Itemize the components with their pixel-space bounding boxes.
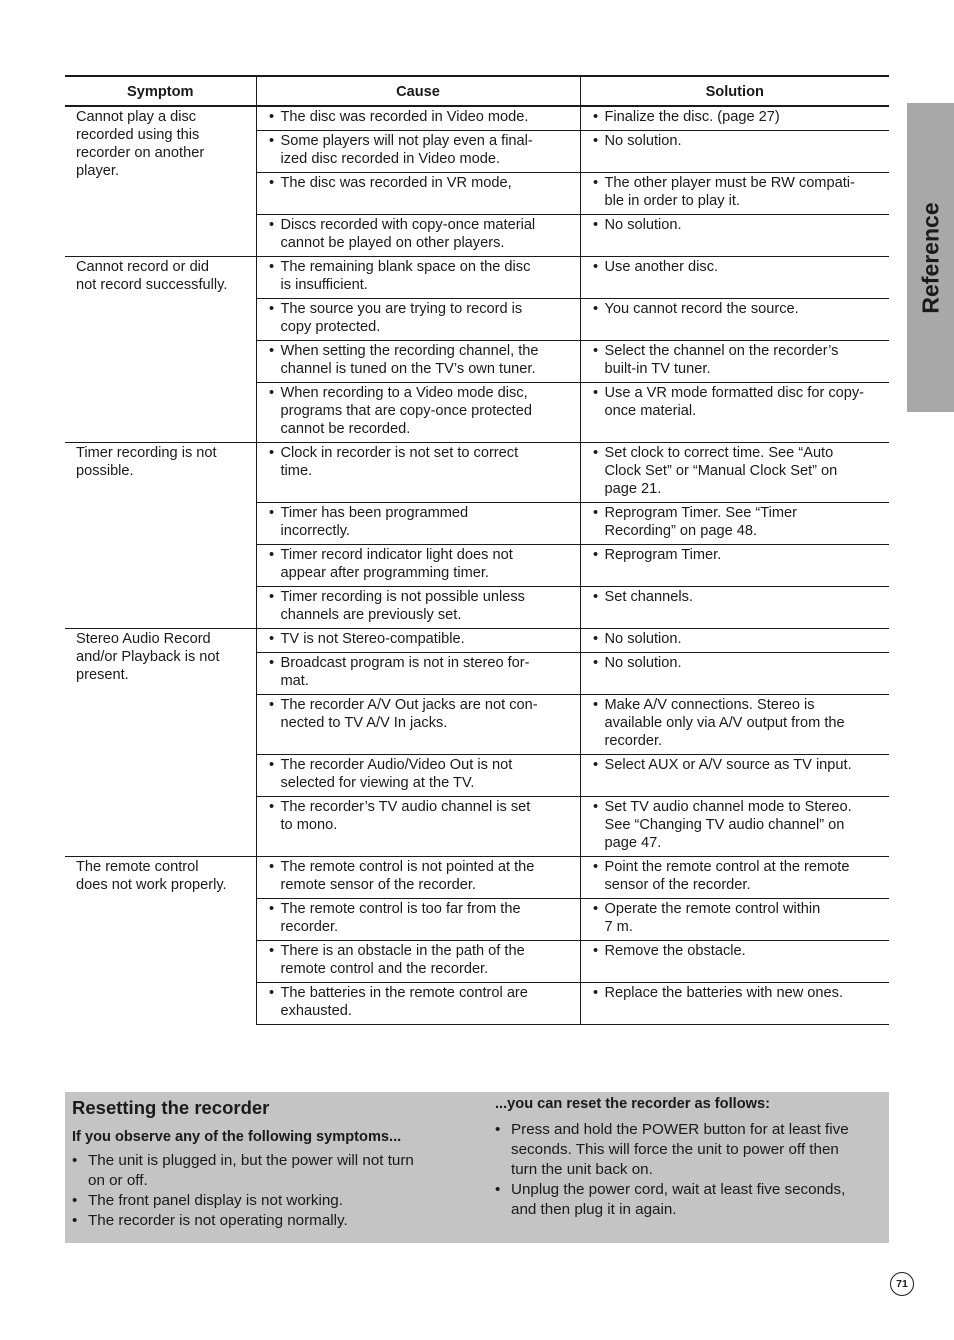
header-cause: Cause xyxy=(256,76,580,106)
symptom-cell xyxy=(65,106,256,257)
cause-item xyxy=(263,588,576,624)
solution-item xyxy=(587,756,886,774)
symptom-list-item-text: The unit is plugged in, but the power will not turn on or off. xyxy=(88,1152,414,1189)
solution-item-text: No solution. xyxy=(604,217,682,233)
cause-item xyxy=(263,984,576,1020)
solution-item-text: No solution. xyxy=(604,655,682,671)
header-symptom: Symptom xyxy=(65,76,256,106)
solution-item-text: The other player must be RW compati- ble in order to play it. xyxy=(604,175,855,209)
bullet-mark: • xyxy=(268,109,275,125)
reset-symptoms-column xyxy=(72,1097,472,1231)
solution-cell xyxy=(580,653,889,695)
cause-cell xyxy=(256,695,580,755)
symptom-list-item-text: The recorder is not operating normally. xyxy=(88,1212,348,1229)
symptom-cell xyxy=(65,443,256,629)
solution-item xyxy=(587,300,886,318)
solution-cell xyxy=(580,545,889,587)
cause-cell xyxy=(256,503,580,545)
cause-item xyxy=(263,444,576,480)
cause-item xyxy=(263,258,576,294)
bullet-mark: • xyxy=(592,133,599,149)
cause-cell xyxy=(256,383,580,443)
solution-cell xyxy=(580,755,889,797)
solution-item xyxy=(587,174,886,210)
solution-item-text: No solution. xyxy=(604,631,682,647)
solution-cell xyxy=(580,629,889,653)
solution-item-text: You cannot record the source. xyxy=(604,301,799,317)
cause-item xyxy=(263,384,576,438)
cause-item xyxy=(263,504,576,540)
bullet-mark: • xyxy=(592,217,599,233)
bullet-mark: • xyxy=(268,505,275,521)
bullet-mark: • xyxy=(592,799,599,815)
section-tab-label: Reference xyxy=(917,201,943,314)
solution-item-text: Remove the obstacle. xyxy=(604,943,746,959)
bullet-mark: • xyxy=(592,259,599,275)
cause-cell xyxy=(256,299,580,341)
symptom-cell xyxy=(65,629,256,857)
symptom-text: Timer recording is not possible. xyxy=(76,445,217,479)
cause-item-text: Timer recording is not possible unless channels are previously set. xyxy=(280,589,525,623)
solution-cell xyxy=(580,857,889,899)
solution-item-text: No solution. xyxy=(604,133,682,149)
cause-item-text: Timer record indicator light does not appear after programming timer. xyxy=(280,547,513,581)
bullet-mark: • xyxy=(72,1152,78,1169)
cause-item xyxy=(263,546,576,582)
cause-item xyxy=(263,900,576,936)
bullet-mark: • xyxy=(592,589,599,605)
solution-cell xyxy=(580,695,889,755)
cause-cell xyxy=(256,106,580,131)
troubleshooting-table xyxy=(65,75,889,1025)
bullet-mark: • xyxy=(592,385,599,401)
cause-item xyxy=(263,696,576,732)
cause-cell xyxy=(256,653,580,695)
cause-item-text: There is an obstacle in the path of the remote control and the recorder. xyxy=(280,943,525,977)
bullet-mark: • xyxy=(268,589,275,605)
bullet-mark: • xyxy=(268,343,275,359)
solution-item xyxy=(587,342,886,378)
table-body xyxy=(65,106,889,1025)
cause-item-text: Timer has been programmed incorrectly. xyxy=(280,505,469,539)
cause-item-text: When setting the recording channel, the channel is tuned on the TV’s own tuner. xyxy=(280,343,539,377)
solution-item xyxy=(587,696,886,750)
bullet-mark: • xyxy=(592,901,599,917)
cause-cell xyxy=(256,341,580,383)
bullet-mark: • xyxy=(592,343,599,359)
solution-item-text: Point the remote control at the remote sensor of the recorder. xyxy=(604,859,850,893)
symptoms-list xyxy=(72,1151,472,1231)
symptom-list-item-text: The front panel display is not working. xyxy=(88,1192,343,1209)
bullet-mark: • xyxy=(495,1121,501,1138)
solution-item xyxy=(587,108,886,126)
cause-item-text: The remote control is not pointed at the remote sensor of the recorder. xyxy=(280,859,535,893)
steps-list xyxy=(495,1120,885,1220)
solution-cell xyxy=(580,173,889,215)
cause-cell xyxy=(256,545,580,587)
step-list-item xyxy=(495,1120,885,1180)
solution-item xyxy=(587,654,886,672)
solution-item xyxy=(587,984,886,1002)
cause-cell xyxy=(256,131,580,173)
bullet-mark: • xyxy=(592,859,599,875)
solution-item-text: Set clock to correct time. See “Auto Clock Set” or “Manual Clock Set” on page 21. xyxy=(604,445,838,497)
solution-cell xyxy=(580,587,889,629)
cause-item-text: The recorder Audio/Video Out is not selected for viewing at the TV. xyxy=(280,757,513,791)
steps-heading: ...you can reset the recorder as follows: xyxy=(495,1096,770,1112)
cause-cell xyxy=(256,899,580,941)
bullet-mark: • xyxy=(592,697,599,713)
solution-item xyxy=(587,258,886,276)
cause-item-text: The disc was recorded in Video mode. xyxy=(280,109,529,125)
cause-cell xyxy=(256,629,580,653)
solution-item-text: Use another disc. xyxy=(604,259,719,275)
solution-item-text: Finalize the disc. (page 27) xyxy=(604,109,780,125)
bullet-mark: • xyxy=(268,901,275,917)
table-header-row xyxy=(65,76,889,106)
solution-item xyxy=(587,504,886,540)
solution-item xyxy=(587,798,886,852)
solution-cell xyxy=(580,797,889,857)
cause-item xyxy=(263,630,576,648)
solution-item-text: Set TV audio channel mode to Stereo. See “Changing TV audio channel” on page 47. xyxy=(604,799,852,851)
bullet-mark: • xyxy=(268,655,275,671)
cause-item-text: When recording to a Video mode disc, programs that are copy-once protected cannot be recorded. xyxy=(280,385,532,437)
symptom-text: The remote control does not work properly. xyxy=(76,859,227,893)
step-list-item-text: Press and hold the POWER button for at least five seconds. This will force the unit to power off then turn the unit back on. xyxy=(511,1121,849,1178)
symptom-text: Cannot play a disc recorded using this recorder on another player. xyxy=(76,109,205,179)
cause-item-text: Broadcast program is not in stereo for- mat. xyxy=(280,655,530,689)
solution-item-text: Replace the batteries with new ones. xyxy=(604,985,844,1001)
cause-cell xyxy=(256,755,580,797)
bullet-mark: • xyxy=(592,505,599,521)
bullet-mark: • xyxy=(268,385,275,401)
solution-item-text: Use a VR mode formatted disc for copy- once material. xyxy=(604,385,865,419)
bullet-mark: • xyxy=(268,631,275,647)
solution-cell xyxy=(580,941,889,983)
solution-item-text: Set channels. xyxy=(604,589,693,605)
cause-cell xyxy=(256,443,580,503)
cause-cell xyxy=(256,257,580,299)
cause-item xyxy=(263,756,576,792)
solution-cell xyxy=(580,983,889,1025)
cause-cell xyxy=(256,857,580,899)
bullet-mark: • xyxy=(268,985,275,1001)
solution-cell xyxy=(580,341,889,383)
bullet-mark: • xyxy=(268,259,275,275)
table-row xyxy=(65,106,889,131)
solution-item-text: Select AUX or A/V source as TV input. xyxy=(604,757,852,773)
solution-cell xyxy=(580,257,889,299)
symptom-text: Stereo Audio Record and/or Playback is not present. xyxy=(76,631,220,683)
cause-item xyxy=(263,858,576,894)
cause-item xyxy=(263,798,576,834)
solution-item xyxy=(587,588,886,606)
cause-item-text: The source you are trying to record is copy protected. xyxy=(280,301,523,335)
bullet-mark: • xyxy=(268,217,275,233)
solution-item-text: Make A/V connections. Stereo is available only via A/V output from the recorder. xyxy=(604,697,845,749)
cause-cell xyxy=(256,941,580,983)
cause-item-text: The remote control is too far from the recorder. xyxy=(280,901,521,935)
solution-cell xyxy=(580,503,889,545)
page-number: 71 xyxy=(890,1272,914,1296)
bullet-mark: • xyxy=(268,301,275,317)
cause-item xyxy=(263,342,576,378)
cause-cell xyxy=(256,983,580,1025)
solution-item xyxy=(587,384,886,420)
section-tab xyxy=(907,103,954,412)
bullet-mark: • xyxy=(268,547,275,563)
bullet-mark: • xyxy=(268,697,275,713)
solution-item xyxy=(587,546,886,564)
symptom-list-item xyxy=(72,1191,472,1211)
solution-item-text: Reprogram Timer. xyxy=(604,547,722,563)
step-list-item xyxy=(495,1180,885,1220)
bullet-mark: • xyxy=(592,757,599,773)
cause-item xyxy=(263,942,576,978)
cause-cell xyxy=(256,797,580,857)
bullet-mark: • xyxy=(268,757,275,773)
solution-item xyxy=(587,900,886,936)
cause-item xyxy=(263,108,576,126)
bullet-mark: • xyxy=(268,175,275,191)
cause-item-text: Clock in recorder is not set to correct time. xyxy=(280,445,519,479)
solution-cell xyxy=(580,443,889,503)
bullet-mark: • xyxy=(72,1212,78,1229)
table-row xyxy=(65,443,889,503)
bullet-mark: • xyxy=(268,133,275,149)
reset-steps-column xyxy=(495,1096,885,1220)
solution-item-text: Reprogram Timer. See “Timer Recording” on page 48. xyxy=(604,505,797,539)
solution-cell xyxy=(580,299,889,341)
bullet-mark: • xyxy=(268,859,275,875)
cause-item xyxy=(263,132,576,168)
reset-panel xyxy=(65,1092,889,1243)
cause-item-text: Some players will not play even a final- ized disc recorded in Video mode. xyxy=(280,133,533,167)
bullet-mark: • xyxy=(592,943,599,959)
solution-item xyxy=(587,942,886,960)
cause-item xyxy=(263,216,576,252)
solution-item xyxy=(587,444,886,498)
solution-item-text: Select the channel on the recorder’s built-in TV tuner. xyxy=(604,343,839,377)
solution-cell xyxy=(580,383,889,443)
cause-cell xyxy=(256,215,580,257)
cause-item-text: The recorder A/V Out jacks are not con- nected to TV A/V In jacks. xyxy=(280,697,538,731)
cause-cell xyxy=(256,587,580,629)
bullet-mark: • xyxy=(592,109,599,125)
cause-item-text: The batteries in the remote control are exhausted. xyxy=(280,985,528,1019)
bullet-mark: • xyxy=(268,445,275,461)
solution-cell xyxy=(580,215,889,257)
cause-item-text: Discs recorded with copy-once material cannot be played on other players. xyxy=(280,217,536,251)
bullet-mark: • xyxy=(268,799,275,815)
cause-item xyxy=(263,300,576,336)
solution-cell xyxy=(580,899,889,941)
bullet-mark: • xyxy=(592,301,599,317)
step-list-item-text: Unplug the power cord, wait at least five seconds, and then plug it in again. xyxy=(511,1181,846,1218)
bullet-mark: • xyxy=(592,547,599,563)
cause-item-text: The remaining blank space on the disc is insufficient. xyxy=(280,259,531,293)
bullet-mark: • xyxy=(72,1192,78,1209)
cause-item-text: The recorder’s TV audio channel is set to mono. xyxy=(280,799,531,833)
table-row xyxy=(65,257,889,299)
solution-item xyxy=(587,858,886,894)
bullet-mark: • xyxy=(592,985,599,1001)
bullet-mark: • xyxy=(268,943,275,959)
table-row xyxy=(65,629,889,653)
reset-title: Resetting the recorder xyxy=(72,1097,270,1118)
cause-item xyxy=(263,654,576,690)
solution-item xyxy=(587,216,886,234)
bullet-mark: • xyxy=(495,1181,501,1198)
solution-item xyxy=(587,132,886,150)
bullet-mark: • xyxy=(592,655,599,671)
solution-cell xyxy=(580,131,889,173)
symptom-list-item xyxy=(72,1211,472,1231)
symptom-cell xyxy=(65,257,256,443)
table-row xyxy=(65,857,889,899)
solution-cell xyxy=(580,106,889,131)
solution-item-text: Operate the remote control within 7 m. xyxy=(604,901,821,935)
bullet-mark: • xyxy=(592,631,599,647)
symptom-list-item xyxy=(72,1151,472,1191)
cause-item-text: The disc was recorded in VR mode, xyxy=(280,175,512,191)
cause-cell xyxy=(256,173,580,215)
cause-item xyxy=(263,174,576,192)
symptom-cell xyxy=(65,857,256,1025)
symptoms-heading: If you observe any of the following symptoms... xyxy=(72,1129,402,1145)
header-solution: Solution xyxy=(580,76,889,106)
bullet-mark: • xyxy=(592,175,599,191)
solution-item xyxy=(587,630,886,648)
symptom-text: Cannot record or did not record successfully. xyxy=(76,259,228,293)
cause-item-text: TV is not Stereo-compatible. xyxy=(280,631,465,647)
bullet-mark: • xyxy=(592,445,599,461)
